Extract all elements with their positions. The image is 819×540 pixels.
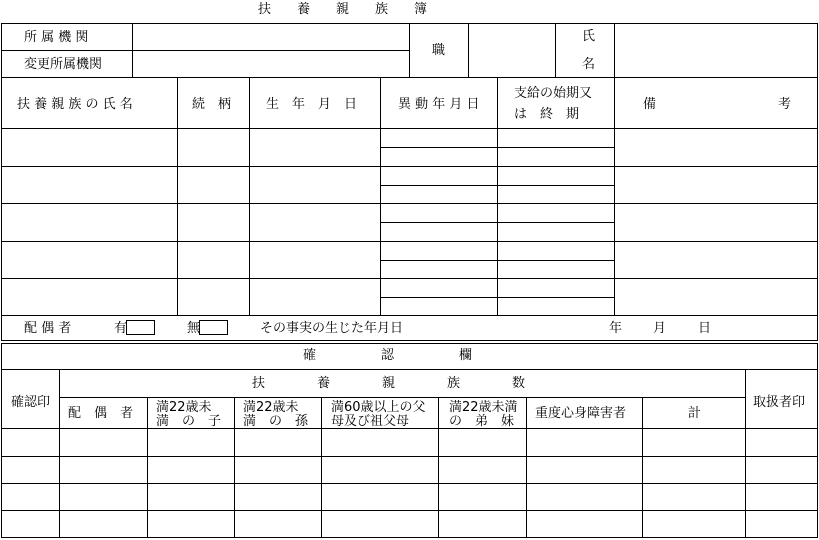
right-border <box>817 23 818 341</box>
spouse-year-label: 年 <box>609 321 623 336</box>
count-grandchild-2: 満 の 孫 <box>243 414 309 429</box>
count-child-2: 満 の 子 <box>156 414 222 429</box>
confirm-seal-cell[interactable] <box>2 429 59 456</box>
count-parents-2: 母及び祖父母 <box>331 414 410 429</box>
spouse-month-label: 月 <box>653 321 667 336</box>
spouse-date-label: その事実の生じた年月日 <box>260 321 404 336</box>
count-child-1: 満22歳未 <box>156 400 212 415</box>
spouse-yes-label: 有 <box>114 321 128 336</box>
count-parents-1: 満60歳以上の父 <box>331 400 426 415</box>
dependent-name-cell[interactable] <box>2 129 177 166</box>
name-label-2: 名 <box>582 57 596 72</box>
job-field[interactable] <box>469 24 555 77</box>
table-bottom-line <box>1 315 818 316</box>
count-disabled: 重度心身障害者 <box>535 406 627 421</box>
table-row <box>1 510 818 511</box>
dependent-name-cell[interactable] <box>2 204 177 241</box>
count-total: 計 <box>688 406 702 421</box>
name-field[interactable] <box>615 24 817 77</box>
confirm-seal-cell[interactable] <box>2 484 59 510</box>
affiliation-label: 所 属 機 関 <box>24 30 89 45</box>
name-label-1: 氏 <box>582 29 596 44</box>
count-grandchild-1: 満22歳未 <box>243 400 299 415</box>
col-dependent-name: 扶 養 親 族 の 氏 名 <box>17 97 133 112</box>
header-top-line <box>1 77 818 78</box>
spouse-label: 配 偶 者 <box>24 321 72 336</box>
job-label: 職 <box>432 43 446 58</box>
table-row <box>1 537 818 538</box>
dependent-name-cell[interactable] <box>2 242 177 278</box>
count-spouse: 配 偶 者 <box>68 406 134 421</box>
dependent-name-cell[interactable] <box>2 167 177 203</box>
table-row <box>1 483 818 484</box>
confirm-seal-cell[interactable] <box>2 511 59 537</box>
changed-affiliation-field[interactable] <box>133 51 409 77</box>
col-relation: 続 柄 <box>192 97 232 112</box>
spouse-no-label: 無 <box>187 321 201 336</box>
confirm-seal-cell[interactable] <box>2 457 59 483</box>
col-pay-period-2: は 終 期 <box>514 107 580 122</box>
form-title: 扶 養 親 族 簿 <box>258 2 428 17</box>
confirm-seal-label: 確認印 <box>11 395 51 410</box>
handler-seal-label: 取扱者印 <box>753 395 806 410</box>
col-remarks-1: 備 <box>643 97 657 112</box>
spouse-day-label: 日 <box>698 321 712 336</box>
count-siblings-1: 満22歳未満 <box>449 400 518 415</box>
count-siblings-2: の 弟 妹 <box>449 414 515 429</box>
section-divider <box>1 340 818 344</box>
col-birth-date: 生 年 月 日 <box>266 97 358 112</box>
dependent-name-cell[interactable] <box>2 279 177 315</box>
col-change-date: 異 動 年 月 日 <box>398 97 480 112</box>
spouse-no-checkbox[interactable] <box>199 320 228 335</box>
affiliation-field[interactable] <box>133 24 409 50</box>
confirm-title: 確 認 欄 <box>303 348 473 363</box>
changed-affiliation-label: 変更所属機関 <box>24 57 103 72</box>
dependents-count-label: 扶 養 親 族 数 <box>252 376 526 391</box>
col-pay-period-1: 支給の始期又 <box>514 86 593 101</box>
table-row <box>1 456 818 457</box>
spouse-yes-checkbox[interactable] <box>126 320 155 335</box>
col-remarks-2: 考 <box>778 97 792 112</box>
